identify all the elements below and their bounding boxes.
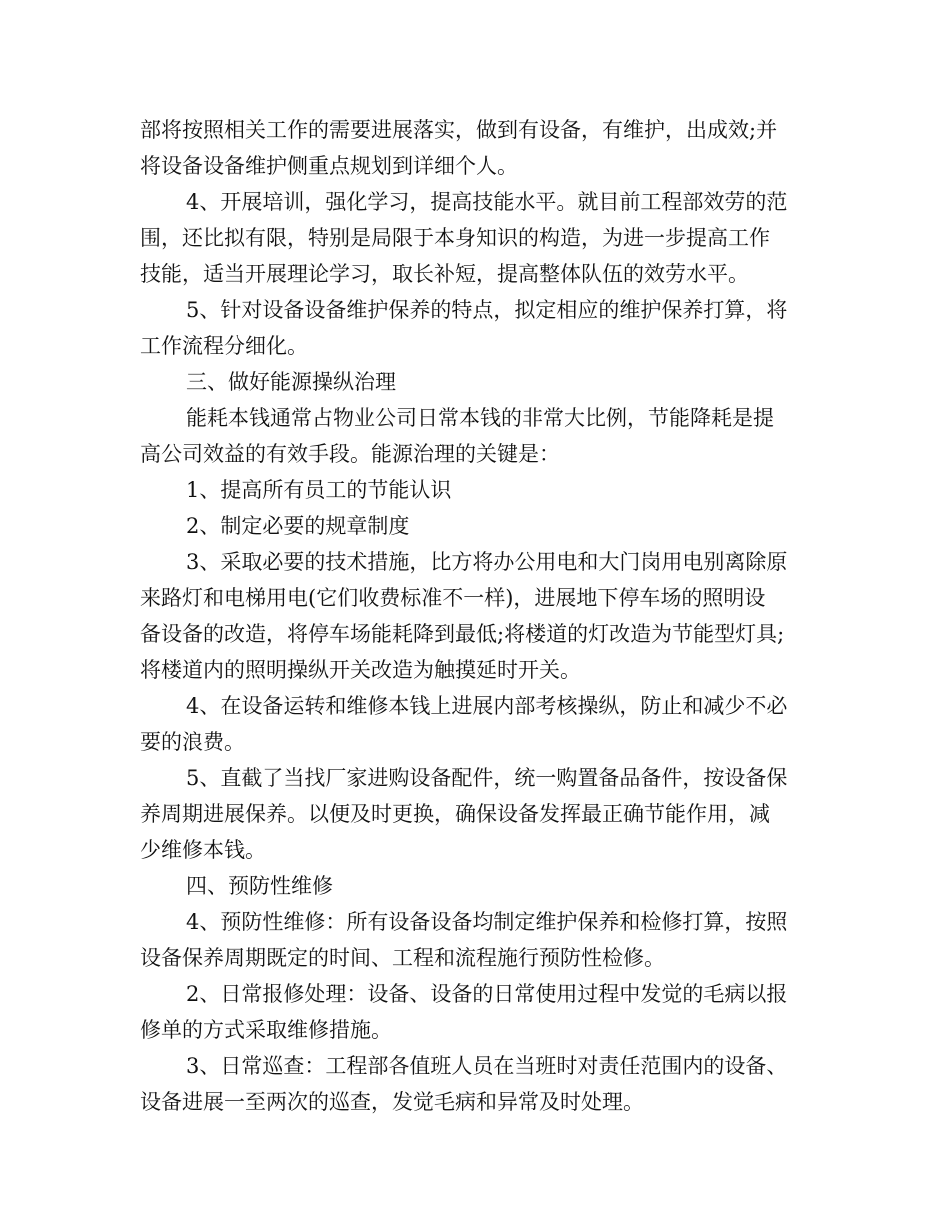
paragraph-line: 4、预防性维修：所有设备设备均制定维护保养和检修打算，按照	[186, 910, 788, 934]
paragraph-line: 能耗本钱通常占物业公司日常本钱的非常大比例，节能降耗是提	[186, 406, 774, 430]
paragraph-line: 3、采取必要的技术措施，比方将办公用电和大门岗用电别离除原	[186, 550, 788, 574]
paragraph-line: 将楼道内的照明操纵开关改造为触摸延时开关。	[140, 658, 581, 682]
paragraph-line: 少维修本钱。	[140, 838, 266, 862]
list-item: 1、提高所有员工的节能认识	[186, 478, 452, 502]
paragraph-line: 设备保养周期既定的时间、工程和流程施行预防性检修。	[140, 946, 665, 970]
paragraph-line: 修单的方式采取维修措施。	[140, 1018, 392, 1042]
document-body	[140, 112, 820, 1120]
paragraph-line: 高公司效益的有效手段。能源治理的关键是：	[140, 442, 560, 466]
paragraph-line: 将设备设备维护侧重点规划到详细个人。	[140, 154, 518, 178]
paragraph-line: 备设备的改造，将停车场能耗降到最低;将楼道的灯改造为节能型灯具;	[140, 622, 785, 646]
paragraph-line: 养周期进展保养。以便及时更换，确保设备发挥最正确节能作用，减	[140, 802, 770, 826]
paragraph-line: 设备进展一至两次的巡查，发觉毛病和异常及时处理。	[140, 1090, 644, 1114]
paragraph-line: 要的浪费。	[140, 730, 245, 754]
paragraph-line: 部将按照相关工作的需要进展落实，做到有设备，有维护，出成效;并	[140, 118, 778, 142]
paragraph-line: 4、开展培训，强化学习，提高技能水平。就目前工程部效劳的范	[186, 190, 788, 214]
paragraph-line: 2、日常报修处理：设备、设备的日常使用过程中发觉的毛病以报	[186, 982, 788, 1006]
paragraph-line: 4、在设备运转和维修本钱上进展内部考核操纵，防止和减少不必	[186, 694, 788, 718]
section-heading: 三、做好能源操纵治理	[186, 370, 396, 394]
paragraph-line: 围，还比拟有限，特别是局限于本身知识的构造，为进一步提高工作	[140, 226, 770, 250]
paragraph-line: 3、日常巡查：工程部各值班人员在当班时对责任范围内的设备、	[186, 1054, 788, 1078]
paragraph-line: 5、针对设备设备维护保养的特点，拟定相应的维护保养打算，将	[186, 298, 788, 322]
paragraph-line: 5、直截了当找厂家进购设备配件，统一购置备品备件，按设备保	[186, 766, 788, 790]
paragraph-line: 来路灯和电梯用电(它们收费标准不一样)，进展地下停车场的照明设	[140, 586, 766, 610]
paragraph-line: 技能，适当开展理论学习，取长补短，提高整体队伍的效劳水平。	[140, 262, 749, 286]
list-item: 2、制定必要的规章制度	[186, 514, 410, 538]
section-heading: 四、预防性维修	[186, 874, 333, 898]
paragraph-line: 工作流程分细化。	[140, 334, 308, 358]
